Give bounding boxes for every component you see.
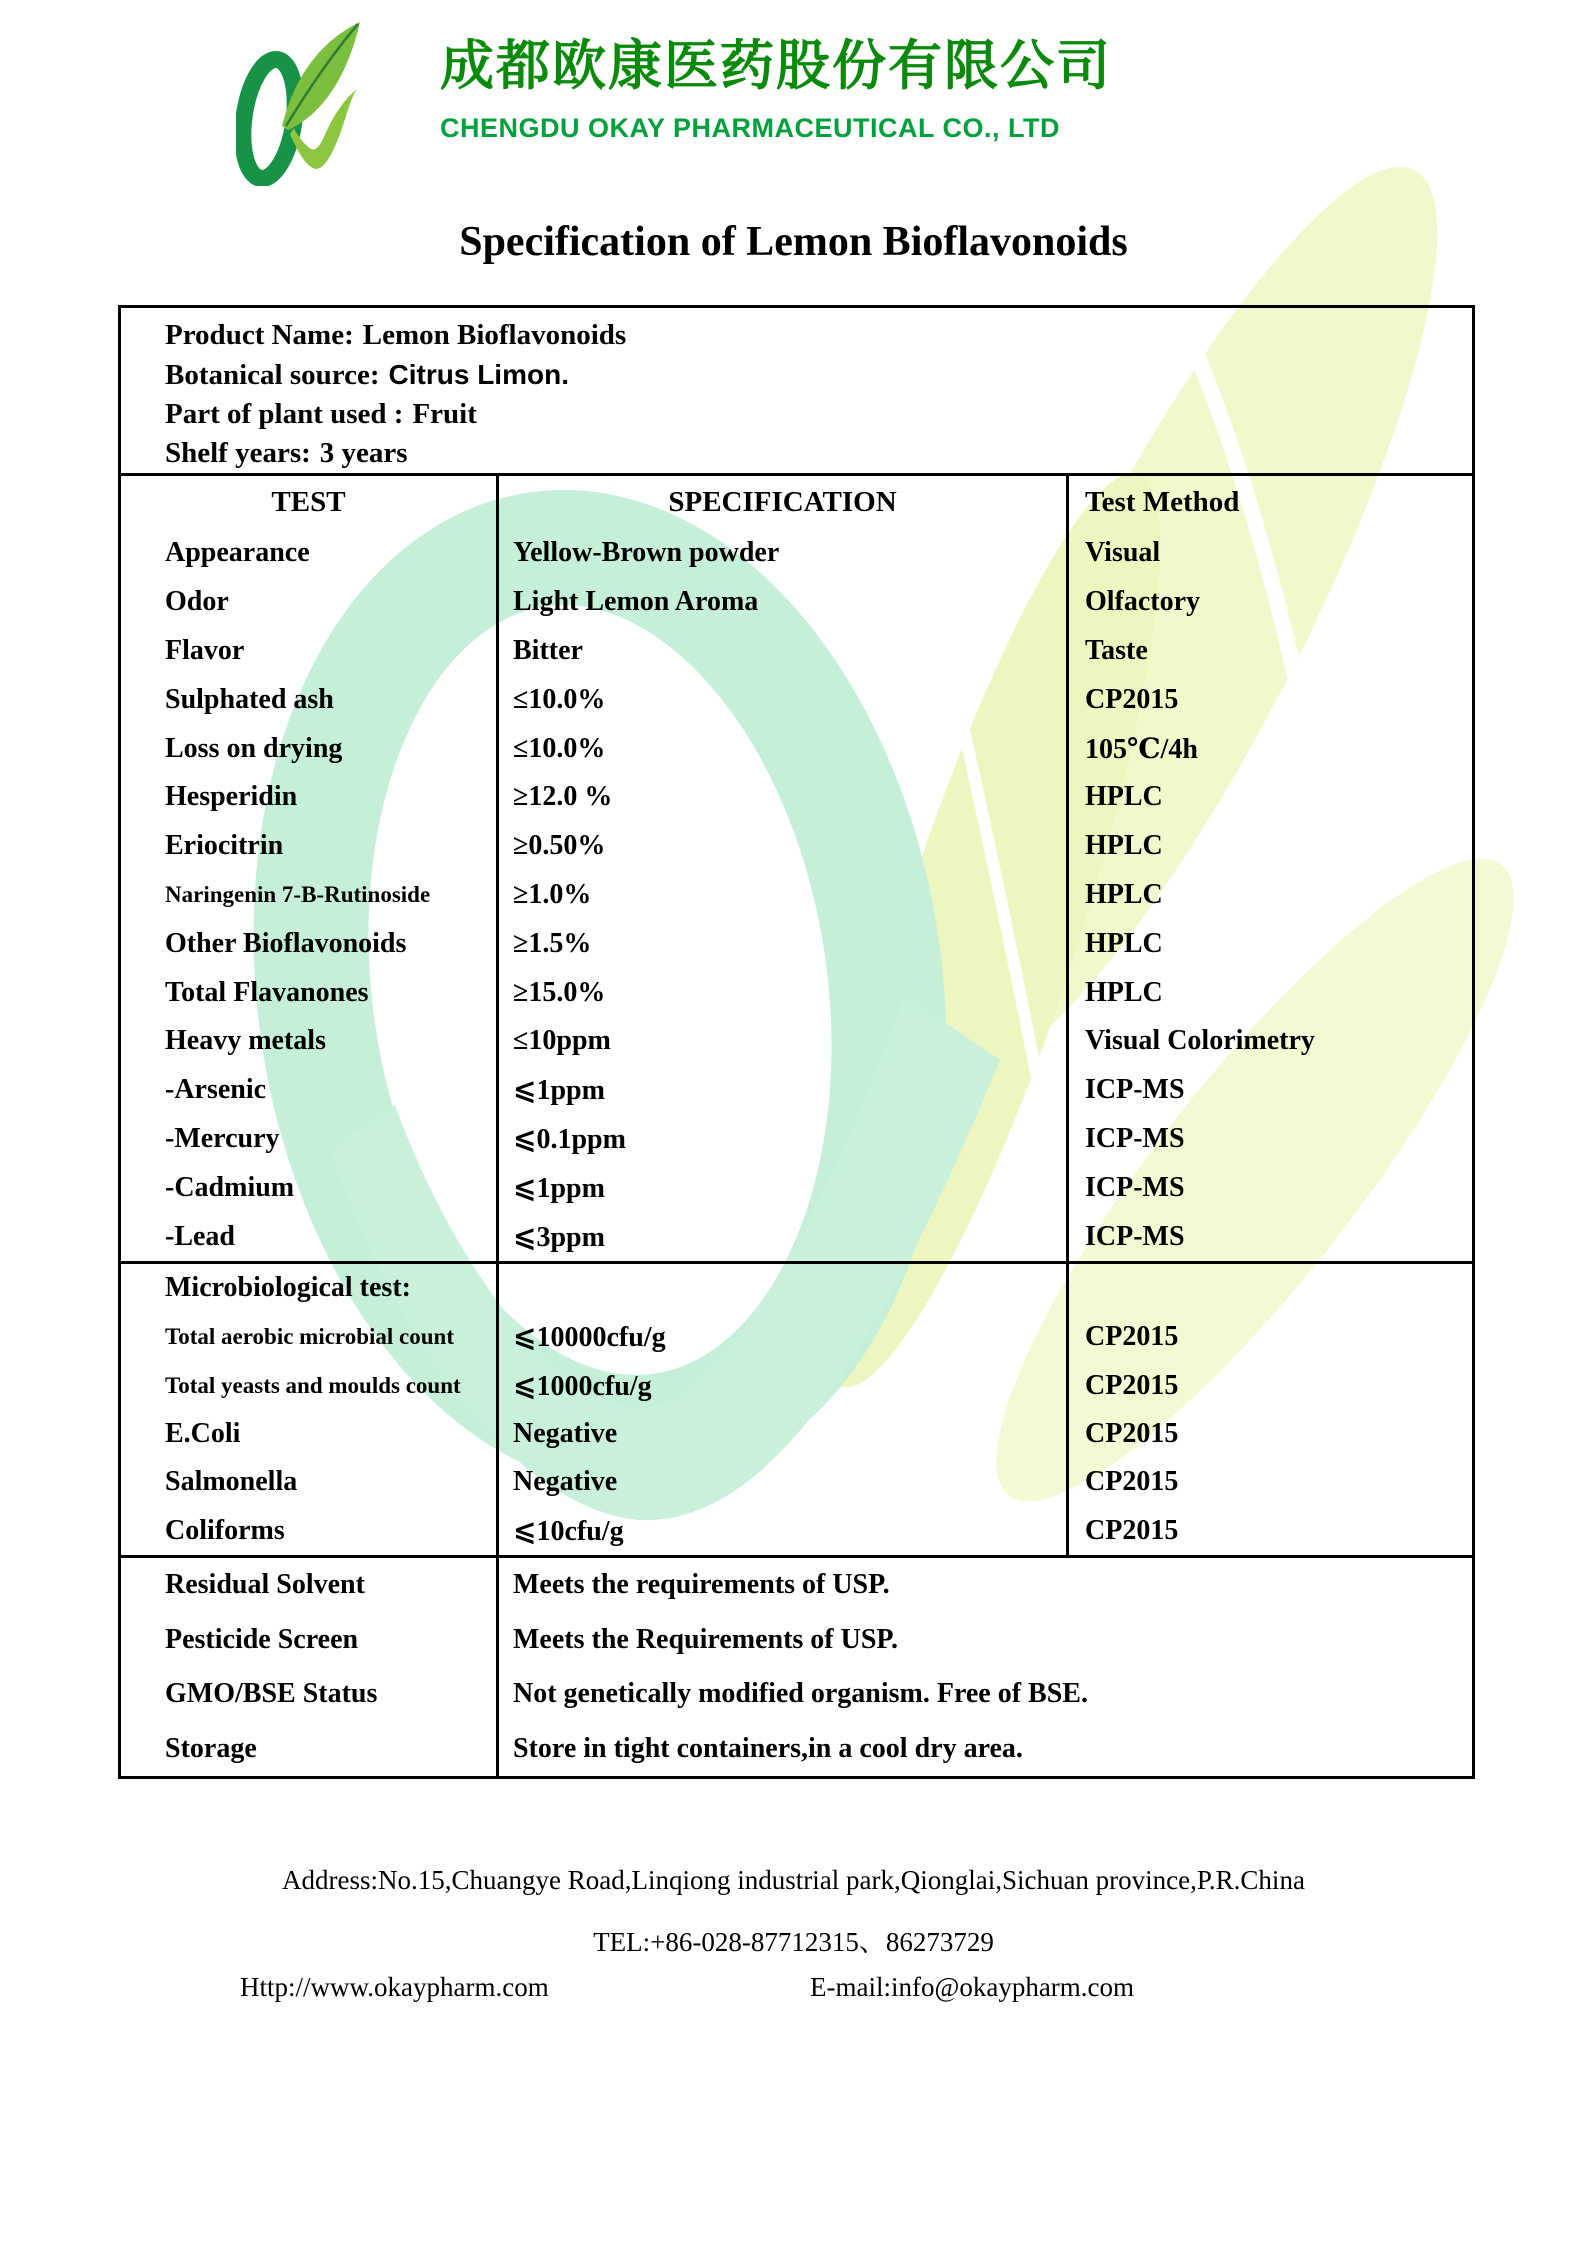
product-info-box — [121, 308, 1472, 473]
cell-spec: Negative — [496, 1410, 1066, 1458]
table-section-general — [121, 1555, 1472, 1776]
cell-test: -Mercury — [165, 1122, 280, 1154]
cell-method: Olfactory — [1066, 578, 1472, 627]
cell-test: GMO/BSE Status — [165, 1678, 378, 1710]
cell-spec: ≥15.0% — [496, 968, 1066, 1017]
cell-spec: ⩽1000cfu/g — [496, 1361, 1066, 1409]
cell-method: Taste — [1066, 627, 1472, 676]
cell-method: ICP-MS — [1066, 1066, 1472, 1115]
cell-method — [1066, 1264, 1472, 1313]
cell-spec: ≥1.5% — [496, 919, 1066, 968]
cell-method: CP2015 — [1066, 1361, 1472, 1409]
cell-test: Sulphated ash — [165, 683, 334, 715]
footer-email: E-mail:info@okaypharm.com — [810, 1972, 1135, 2002]
cell-spec: Yellow-Brown powder — [496, 529, 1066, 578]
cell-method: HPLC — [1066, 919, 1472, 968]
cell-spec: ≤10.0% — [496, 675, 1066, 724]
cell-spec — [496, 1264, 1066, 1313]
info-label: Botanical source: — [165, 359, 380, 391]
cell-method: ICP-MS — [1066, 1163, 1472, 1212]
cell-method: Visual — [1066, 529, 1472, 578]
cell-spec: Bitter — [496, 627, 1066, 676]
footer-telephone: TEL:+86-028-87712315、86273729 — [593, 1927, 994, 1957]
specification-table — [118, 305, 1475, 1779]
company-logo — [236, 16, 371, 186]
cell-method: CP2015 — [1066, 1410, 1472, 1458]
info-value: 3 years — [319, 437, 408, 469]
cell-method: HPLC — [1066, 871, 1472, 920]
column-header-test: TEST — [271, 486, 346, 518]
cell-test: -Cadmium — [165, 1171, 295, 1203]
cell-test: Storage — [165, 1732, 257, 1764]
cell-method: ICP-MS — [1066, 1212, 1472, 1261]
cell-spec: ⩽1ppm — [496, 1163, 1066, 1212]
cell-spec: Meets the Requirements of USP. — [496, 1613, 1472, 1668]
column-header-specification: SPECIFICATION — [496, 476, 1066, 529]
cell-test: Hesperidin — [165, 781, 298, 813]
cell-method: CP2015 — [1066, 1507, 1472, 1555]
cell-test: Appearance — [165, 537, 310, 569]
cell-test: Odor — [165, 586, 229, 618]
cell-test: E.Coli — [165, 1417, 241, 1449]
cell-method: CP2015 — [1066, 675, 1472, 724]
cell-spec: ⩽3ppm — [496, 1212, 1066, 1261]
cell-test: -Lead — [165, 1220, 235, 1252]
cell-method: HPLC — [1066, 822, 1472, 871]
info-value: Citrus Limon. — [388, 359, 569, 390]
info-row-product-name — [165, 316, 1472, 355]
cell-test: Total aerobic microbial count — [165, 1324, 454, 1350]
info-value: Lemon Bioflavonoids — [362, 319, 627, 351]
info-label: Product Name: — [165, 319, 354, 351]
info-label: Part of plant used : — [165, 398, 404, 430]
footer-website: Http://www.okaypharm.com — [240, 1972, 549, 2002]
cell-spec: ⩽10000cfu/g — [496, 1313, 1066, 1361]
company-name-chinese: 成都欧康医药股份有限公司 — [440, 36, 1112, 96]
cell-test: Residual Solvent — [165, 1569, 365, 1601]
table-header-row — [121, 473, 1472, 529]
cell-spec: ≥12.0 % — [496, 773, 1066, 822]
company-header — [440, 36, 1112, 143]
cell-test: -Arsenic — [165, 1074, 267, 1106]
cell-test: Salmonella — [165, 1466, 298, 1498]
micro-section-title: Microbiological test: — [165, 1272, 411, 1304]
cell-test: Total yeasts and moulds count — [165, 1372, 461, 1398]
cell-spec: Store in tight containers,in a cool dry area. — [496, 1722, 1472, 1777]
cell-test: Other Bioflavonoids — [165, 927, 407, 959]
cell-spec: Light Lemon Aroma — [496, 578, 1066, 627]
cell-spec: ⩽1ppm — [496, 1066, 1066, 1115]
cell-spec: ⩽10cfu/g — [496, 1507, 1066, 1555]
cell-spec: ≤10ppm — [496, 1017, 1066, 1066]
cell-spec: ≥0.50% — [496, 822, 1066, 871]
company-name-english: CHENGDU OKAY PHARMACEUTICAL CO., LTD — [440, 113, 1061, 143]
cell-test: Loss on drying — [165, 732, 343, 764]
cell-spec: ≥1.0% — [496, 871, 1066, 920]
cell-method: Visual Colorimetry — [1066, 1017, 1472, 1066]
table-section-microbiological — [121, 1261, 1472, 1555]
cell-test: Coliforms — [165, 1514, 285, 1546]
page-title: Specification of Lemon Bioflavonoids — [459, 219, 1128, 265]
info-row-botanical-source — [165, 355, 1472, 395]
cell-method: ICP-MS — [1066, 1115, 1472, 1164]
info-value: Fruit — [412, 398, 477, 430]
cell-test: Pesticide Screen — [165, 1623, 359, 1655]
cell-method: CP2015 — [1066, 1458, 1472, 1506]
column-header-test-method: Test Method — [1066, 476, 1472, 529]
cell-method: 105℃/4h — [1066, 724, 1472, 773]
info-row-shelf-years — [165, 434, 1472, 473]
info-row-plant-part — [165, 395, 1472, 434]
cell-method: CP2015 — [1066, 1313, 1472, 1361]
cell-spec: ≤10.0% — [496, 724, 1066, 773]
cell-spec: Not genetically modified organism. Free of BSE. — [496, 1667, 1472, 1722]
cell-test: Total Flavanones — [165, 976, 369, 1008]
cell-test: Flavor — [165, 634, 245, 666]
footer-address: Address:No.15,Chuangye Road,Linqiong industrial park,Qionglai,Sichuan province,P.R.China — [282, 1865, 1305, 1895]
info-label: Shelf years: — [165, 437, 311, 469]
cell-spec: ⩽0.1ppm — [496, 1115, 1066, 1164]
cell-spec: Negative — [496, 1458, 1066, 1506]
cell-test: Heavy metals — [165, 1025, 326, 1057]
cell-spec: Meets the requirements of USP. — [496, 1558, 1472, 1613]
cell-method: HPLC — [1066, 968, 1472, 1017]
cell-method: HPLC — [1066, 773, 1472, 822]
cell-test: Naringenin 7-B-Rutinoside — [165, 881, 431, 907]
cell-test: Eriocitrin — [165, 830, 284, 862]
table-section-physical-chemical — [121, 529, 1472, 1261]
